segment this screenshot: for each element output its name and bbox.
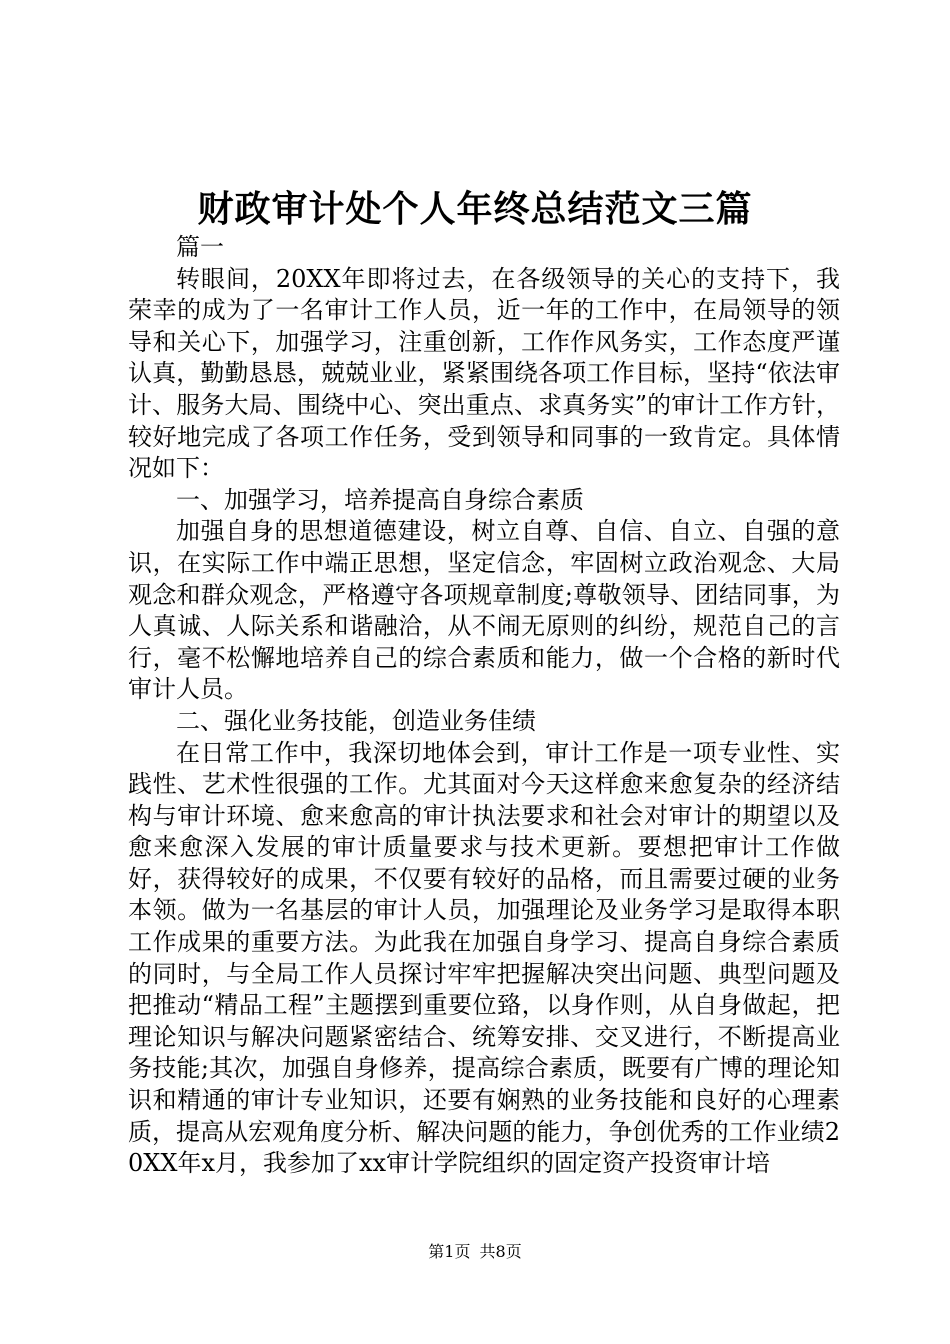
paragraph-2: 在日常工作中，我深切地体会到，审计工作是一项专业性、实践性、艺术性很强的工作。尤其面对今天这样愈来愈复杂的经济结构与审计环境、愈来愈高的审计执法要求和社会对审计的期望以及愈来愈深入发展的审计质量要求与技术更新。要想把审计工作做好，获得较好的成果，不仅要有较好的品格，而且需要过硬的业务本领。做为一名基层的审计人员，加强理论及业务学习是取得本职工作成果的重要方法。为此我在加强自身学习、提高自身综合素质的同时，与全局工作人员探讨牢牢把握解决突出问题、典型问题及把推动“精品工程”主题摆到重要位臵，以身作则，从自身做起，把理论知识与解决问题紧密结合、统筹安排、交叉进行，不断提高业务技能;其次，加强自身修养，提高综合素质，既要有广博的理论知识和精通的审计专业知识，还要有娴熟的业务技能和良好的心理素质，提高从宏观角度分析、解决问题的能力，争创优秀的工作业绩20XX年x月，我参加了xx审计学院组织的固定资产投资审计培 (128, 738, 840, 1178)
document-body (128, 232, 840, 1180)
page-footer (0, 1240, 950, 1264)
intro-paragraph: 转眼间，20XX年即将过去，在各级领导的关心的支持下，我荣幸的成为了一名审计工作人员，近一年的工作中，在局领导的领导和关心下，加强学习，注重创新，工作作风务实，工作态度严谨认真，勤勤恳恳，兢兢业业，紧紧围绕各项工作目标，坚持“依法审计、服务大局、围绕中心、突出重点、求真务实”的审计工作方针，较好地完成了各项工作任务，受到领导和同事的一致肯定。具体情况如下： (128, 264, 840, 483)
page-total: 共8页 (479, 1242, 522, 1261)
section-heading-2: 二、强化业务技能，创造业务佳绩 (176, 706, 536, 735)
section-heading-1: 一、加强学习，培养提高自身综合素质 (176, 485, 584, 514)
page-number: 第1页 (428, 1242, 471, 1261)
section-label: 篇一 (176, 233, 224, 261)
paragraph-1: 加强自身的思想道德建设，树立自尊、自信、自立、自强的意识，在实际工作中端正思想，坚定信念，牢固树立政治观念、大局观念和群众观念，严格遵守各项规章制度;尊敬领导、团结同事，为人真诚、人际关系和谐融洽，从不闹无原则的纠纷，规范自己的言行，毫不松懈地培养自己的综合素质和能力，做一个合格的新时代审计人员。 (128, 517, 840, 704)
document-title: 财政审计处个人年终总结范文三篇 (197, 188, 753, 230)
